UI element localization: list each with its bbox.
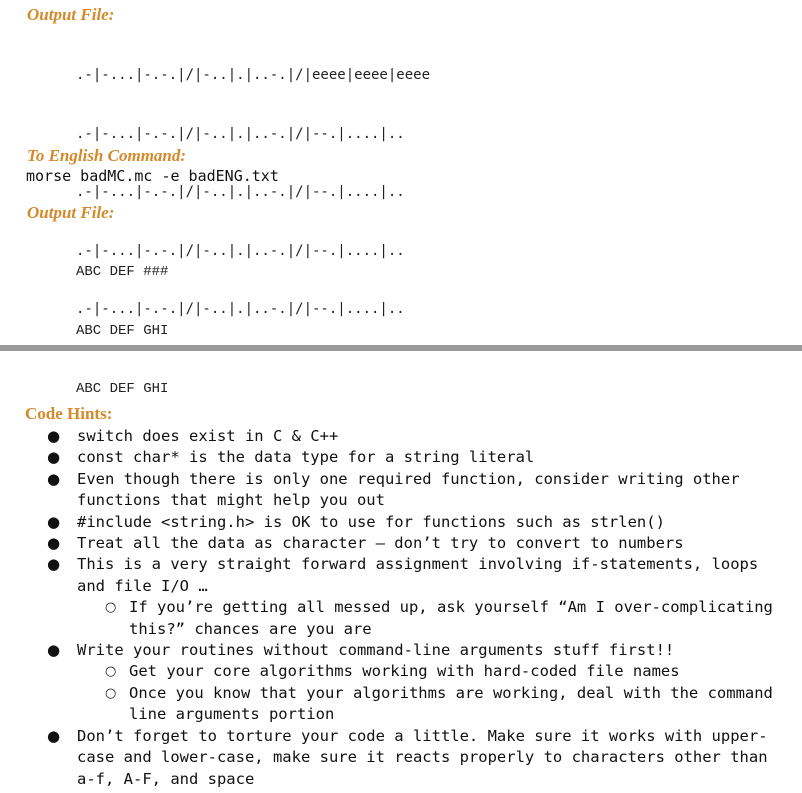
output-file-heading: Output File: — [27, 5, 115, 24]
morse-output-line: .-|-...|-.-.|/|-..|.|..-.|/|--.|....|.. — [76, 301, 405, 317]
hint-item — [0, 512, 802, 533]
english-output-line: ABC DEF GHI — [76, 381, 169, 397]
hint-item — [0, 426, 802, 447]
hint-item — [0, 726, 802, 790]
code-hints-list — [0, 426, 802, 790]
hint-subtext: Once you know that your algorithms are working, deal with the command line arguments portion — [129, 683, 773, 724]
bullet-icon: ● — [47, 555, 61, 574]
morse-output-line: .-|-...|-.-.|/|-..|.|..-.|/|--.|....|.. — [76, 242, 405, 259]
bullet-icon: ● — [47, 641, 61, 660]
circle-bullet-icon: ○ — [105, 685, 117, 701]
morse-output-line: .-|-...|-.-.|/|-..|.|..-.|/|--.|....|.. — [76, 184, 405, 200]
code-hints-heading: Code Hints: — [25, 404, 113, 423]
output-file-heading-2: Output File: — [27, 203, 115, 222]
english-output-line: ABC DEF GHI — [76, 322, 169, 339]
hint-sublist — [77, 661, 792, 725]
bullet-icon: ● — [47, 726, 61, 745]
hint-subitem — [77, 661, 792, 682]
bullet-icon: ● — [47, 534, 61, 553]
to-english-heading: To English Command: — [27, 146, 187, 165]
hint-item — [0, 640, 802, 726]
hint-subitem — [77, 683, 792, 726]
hint-text: #include <string.h> is OK to use for functions such as strlen() — [77, 512, 665, 531]
english-output-line: ABC DEF ### — [76, 264, 169, 280]
hint-text: Don’t forget to torture your code a little. Make sure it works with upper-case and lower-case, make sure it reacts properly to characters other than a-f, A-F, and space — [77, 726, 768, 788]
hint-subtext: If you’re getting all messed up, ask yourself “Am I over-complicating this?” chances are you are — [129, 598, 773, 638]
english-output-block — [76, 224, 168, 419]
hint-subtext: Get your core algorithms working with hard-coded file names — [129, 662, 680, 681]
hint-text: This is a very straight forward assignment involving if-statements, loops and file I/O … — [77, 555, 759, 595]
morse-output-line: .-|-...|-.-.|/|-..|.|..-.|/|--.|....|.. — [76, 125, 405, 142]
bullet-icon: ● — [47, 448, 61, 467]
circle-bullet-icon: ○ — [105, 664, 117, 680]
hint-text: switch does exist in C & C++ — [77, 427, 339, 445]
bullet-icon: ● — [47, 469, 61, 488]
section-divider — [0, 345, 802, 351]
hint-text: Even though there is only one required function, consider writing other functions that might help you out — [77, 469, 740, 510]
hint-text: Write your routines without command-line arguments stuff first!! — [77, 641, 675, 660]
hint-item — [0, 469, 802, 512]
hint-item — [0, 533, 802, 554]
hint-item — [0, 447, 802, 468]
hint-text: const char* is the data type for a string literal — [77, 448, 535, 467]
morse-output-line: .-|-...|-.-.|/|-..|.|..-.|/|eeee|eeee|eeee — [76, 67, 431, 83]
hint-item — [0, 554, 802, 640]
to-english-command: morse badMC.mc -e badENG.txt — [26, 167, 279, 185]
hint-sublist — [77, 597, 792, 640]
hint-text: Treat all the data as character – don’t try to convert to numbers — [77, 534, 684, 553]
bullet-icon: ● — [47, 427, 61, 445]
hint-subitem — [77, 597, 792, 640]
bullet-icon: ● — [47, 512, 61, 531]
circle-bullet-icon: ○ — [105, 600, 117, 616]
